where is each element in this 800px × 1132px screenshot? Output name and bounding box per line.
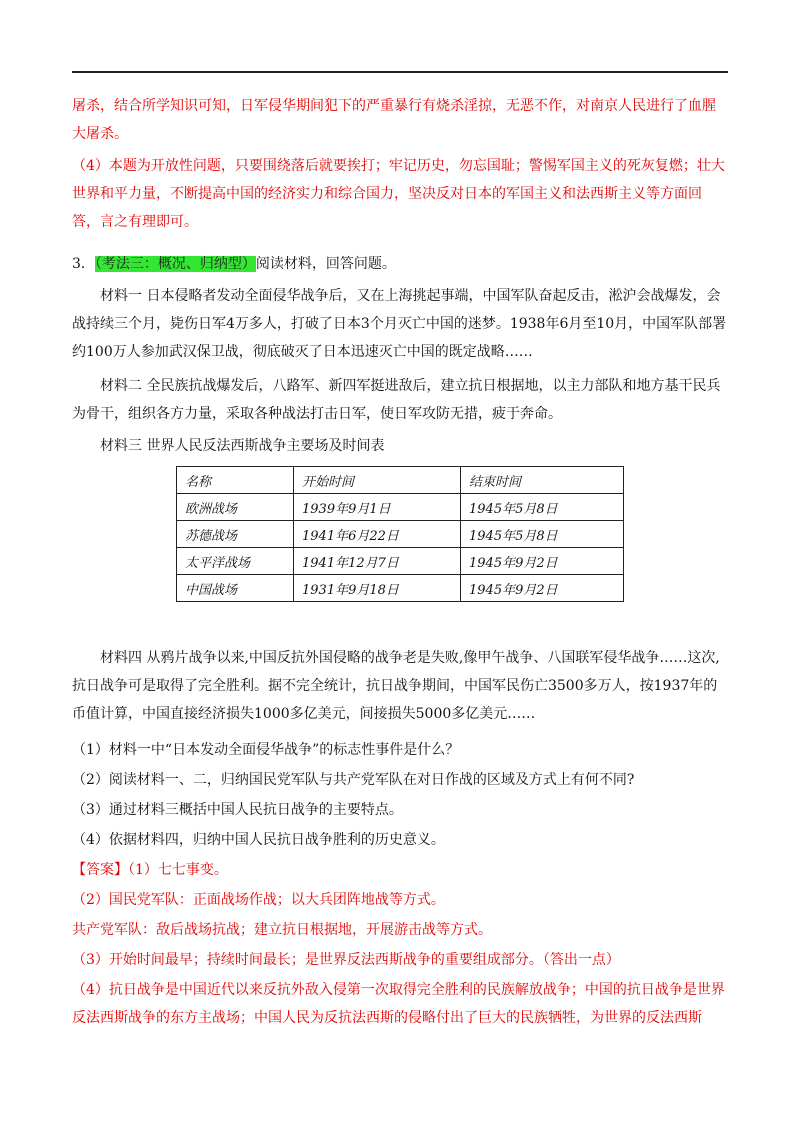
table-cell: 中国战场 — [177, 575, 294, 602]
question-prompt: 阅读材料，回答问题。 — [255, 256, 396, 272]
answer-continuation: 屠杀，结合所学知识可知，日军侵华期间犯下的严重暴行有烧杀淫掠，无恶不作，对南京人民进行了血腥大屠杀。 — [72, 98, 716, 142]
table-row — [177, 548, 624, 575]
answer-1: （1）七七事变。 — [128, 862, 228, 878]
material-2: 材料二 全民族抗战爆发后，八路军、新四军挺进敌后，建立抗日根据地，以主力部队和地方基干民兵为骨干，组织各方力量，采取各种战法打击日军，使日军攻防无措，疲于奔命。 — [72, 378, 721, 422]
table-header-cell: 开始时间 — [294, 467, 461, 494]
answer-2-ccp: 共产党军队：敌后战场抗战；建立抗日根据地，开展游击战等方式。 — [72, 922, 492, 938]
sub-question-1: （1）材料一中“日本发动全面侵华战争”的标志性事件是什么？ — [72, 742, 460, 758]
answer-2-kmt: （2）国民党军队：正面战场作战；以大兵团阵地战等方式。 — [72, 892, 445, 908]
table-row — [177, 575, 624, 602]
sub-question-2: （2）阅读材料一、二，归纳国民党军队与共产党军队在对日作战的区域及方式上有何不同? — [72, 772, 635, 788]
answer-1-line — [72, 856, 728, 884]
table-header-cell: 名称 — [177, 467, 294, 494]
table-cell: 1945年9月2日 — [461, 575, 624, 602]
material-1: 材料一 日本侵略者发动全面侵华战争后，又在上海挑起事端，中国军队奋起反击，淞沪会战爆发，会战持续三个月，毙伤日军4万多人，打破了日本3个月灭亡中国的迷梦。1938年6月至10月，中国军队部署约100万人参加武汉保卫战，彻底破灭了日本迅速灭亡中国的既定战略…… — [72, 288, 727, 360]
table-cell: 1941年12月7日 — [294, 548, 461, 575]
table-cell: 太平洋战场 — [177, 548, 294, 575]
header-rule — [72, 71, 728, 73]
table-cell: 1941年6月22日 — [294, 521, 461, 548]
answer-tag: 【答案】 — [72, 862, 128, 878]
answer-part-4: （4）本题为开放性问题，只要围绕落后就要挨打；牢记历史，勿忘国耻；警惕军国主义的死灰复燃；壮大世界和平力量，不断提高中国的经济实力和综合国力，坚决反对日本的军国主义和法西斯主义等方面回答，言之有理即可。 — [72, 158, 725, 230]
table-cell: 1931年9月18日 — [294, 575, 461, 602]
answer-4: （4）抗日战争是中国近代以来反抗外敌入侵第一次取得完全胜利的民族解放战争；中国的抗日战争是世界反法西斯战争的东方主战场；中国人民为反抗法西斯的侵略付出了巨大的民族牺牲，为世界的反法西斯 — [72, 982, 725, 1026]
material-4: 材料四 从鸦片战争以来,中国反抗外国侵略的战争老是失败,像甲午战争、八国联军侵华战争……这次,抗日战争可是取得了完全胜利。据不完全统计，抗日战争期间，中国军民伤亡3500多万人，按1937年的币值计算，中国直接经济损失1000多亿美元，间接损失5000多亿美元…… — [72, 650, 720, 722]
answer-3: （3）开始时间最早；持续时间最长；是世界反法西斯战争的重要组成部分。（答出一点） — [72, 952, 620, 968]
table-row — [177, 494, 624, 521]
table-cell: 1939年9月1日 — [294, 494, 461, 521]
method-tag: （考法三：概况、归纳型） — [94, 256, 256, 272]
document-page — [72, 0, 728, 1132]
table-cell: 欧洲战场 — [177, 494, 294, 521]
battlefield-table — [176, 466, 624, 602]
table-header-row — [177, 467, 624, 494]
sub-question-4: （4）依据材料四，归纳中国人民抗日战争胜利的历史意义。 — [72, 832, 445, 848]
question-number: 3． — [72, 256, 95, 272]
table-row — [177, 521, 624, 548]
table-cell: 1945年5月8日 — [461, 494, 624, 521]
table-header-cell: 结束时间 — [461, 467, 624, 494]
material-3-title: 材料三 世界人民反法西斯战争主要场及时间表 — [100, 438, 385, 454]
table-cell: 1945年5月8日 — [461, 521, 624, 548]
table-cell: 1945年9月2日 — [461, 548, 624, 575]
question-heading — [72, 250, 728, 278]
table-cell: 苏德战场 — [177, 521, 294, 548]
sub-question-3: （3）通过材料三概括中国人民抗日战争的主要特点。 — [72, 802, 403, 818]
